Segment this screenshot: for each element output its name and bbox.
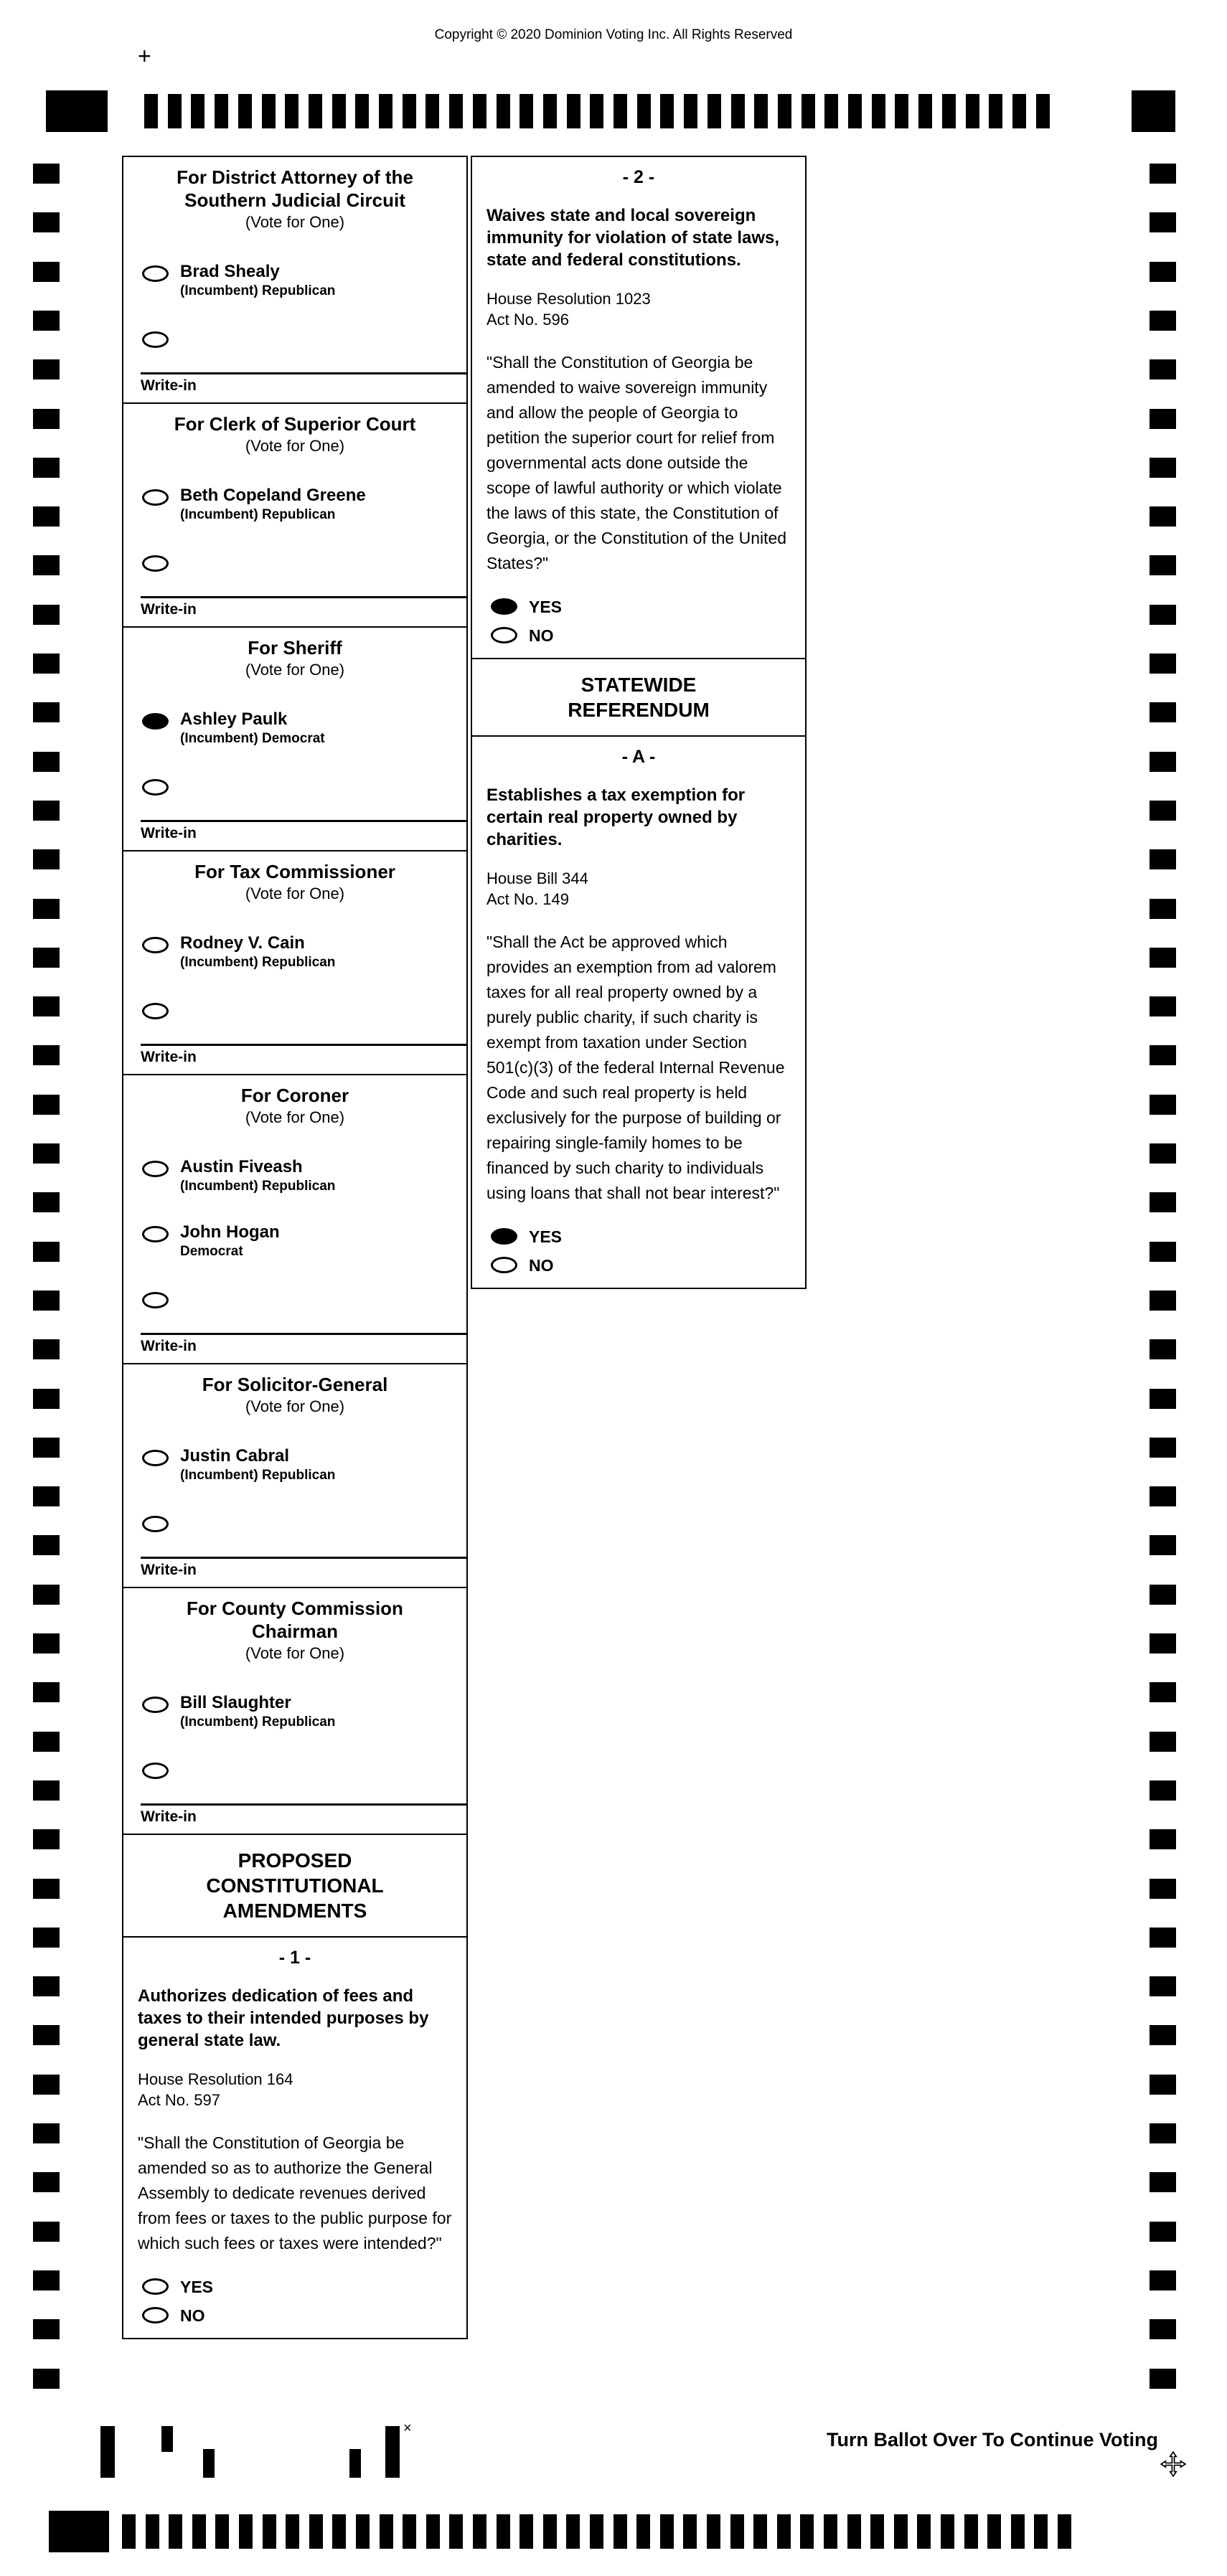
contest-title <box>123 851 466 883</box>
timing-mark <box>707 2514 720 2549</box>
contest-solicitor-general <box>122 1363 468 1588</box>
candidate-name: Ashley Paulk <box>180 709 288 729</box>
candidate-name: Justin Cabral <box>180 1446 290 1466</box>
candidate-text <box>180 1222 280 1260</box>
timing-mark <box>1150 1389 1176 1409</box>
contest-instruction: (Vote for One) <box>245 884 345 902</box>
timing-mark <box>215 2514 229 2549</box>
timing-mark <box>33 1192 60 1212</box>
referendum-header <box>471 658 807 737</box>
timing-mark <box>33 1291 60 1311</box>
referendum-header-line2: REFERENDUM <box>568 699 710 721</box>
write-in-oval[interactable] <box>142 555 169 572</box>
timing-mark <box>33 1486 60 1506</box>
timing-mark <box>800 2514 814 2549</box>
write-in-oval[interactable] <box>142 1292 169 1308</box>
timing-mark <box>146 2514 159 2549</box>
measure-summary: Establishes a tax exemption for certain real property owned by charities. <box>486 785 746 849</box>
timing-mark <box>1150 1829 1176 1849</box>
timing-mark <box>33 1389 60 1409</box>
timing-mark <box>1150 1976 1176 1996</box>
candidate-row <box>123 486 466 524</box>
measure-question: "Shall the Constitution of Georgia be amended so as to authorize the General Assembly to dedicate revenues derived from fees or taxes to the public purpose for which such fees or taxes were intended?" <box>138 2133 452 2252</box>
timing-mark <box>964 2514 978 2549</box>
candidate-oval[interactable] <box>142 937 169 953</box>
contest-title-line2: Chairman <box>252 1620 338 1642</box>
candidate-row <box>123 1222 466 1260</box>
timing-mark <box>356 2514 370 2549</box>
write-in-oval-row <box>123 555 466 572</box>
timing-mark <box>1150 1928 1176 1948</box>
candidate-oval[interactable] <box>142 1226 169 1242</box>
timing-mark <box>403 2514 416 2549</box>
timing-mark <box>1150 555 1176 575</box>
move-cursor-icon <box>1160 2450 1187 2478</box>
timing-mark <box>1150 262 1176 282</box>
candidate-text <box>180 486 366 524</box>
write-in-label: Write-in <box>141 1808 197 1825</box>
contest-title-line1: For Coroner <box>240 1085 349 1106</box>
timing-mark <box>1150 2123 1176 2143</box>
timing-mark <box>33 555 60 575</box>
timing-mark <box>1150 458 1176 478</box>
measure-ref-line1: House Resolution 1023 <box>486 290 651 308</box>
timing-mark <box>33 2319 60 2339</box>
timing-mark <box>33 1879 60 1899</box>
calibration-mark <box>100 2426 115 2478</box>
contest-clerk-superior-court <box>122 402 468 628</box>
timing-mark <box>33 1976 60 1996</box>
timing-mark <box>33 752 60 772</box>
contest-title <box>123 157 466 212</box>
contest-coroner <box>122 1074 468 1364</box>
timing-mark <box>33 212 60 232</box>
timing-mark <box>847 2514 861 2549</box>
candidate-detail: (Incumbent) Republican <box>180 1714 336 1730</box>
yes-oval[interactable] <box>142 2278 169 2295</box>
candidate-detail: (Incumbent) Republican <box>180 1468 336 1483</box>
timing-mark <box>33 311 60 331</box>
bottom-timing-strip <box>0 2511 1227 2552</box>
timing-mark <box>473 2514 486 2549</box>
timing-mark <box>33 702 60 722</box>
yes-label: YES <box>529 598 563 616</box>
timing-mark <box>33 1732 60 1752</box>
timing-mark <box>33 2123 60 2143</box>
candidate-detail: (Incumbent) Republican <box>180 955 336 970</box>
write-in-oval[interactable] <box>142 1516 169 1532</box>
timing-mark <box>1011 2514 1025 2549</box>
timing-mark <box>1150 1291 1176 1311</box>
measure-number: - A - <box>621 747 656 767</box>
timing-mark <box>1150 996 1176 1016</box>
timing-mark <box>753 2514 767 2549</box>
contest-title <box>123 1075 466 1107</box>
ballot-column-left <box>122 156 468 2339</box>
timing-mark <box>1150 654 1176 674</box>
timing-mark <box>33 1585 60 1605</box>
timing-mark <box>1150 801 1176 821</box>
candidate-oval[interactable] <box>142 1450 169 1466</box>
timing-mark <box>1150 605 1176 625</box>
copyright-notice: Copyright © 2020 Dominion Voting Inc. All Rights Reserved <box>434 27 793 42</box>
measure-summary: Waives state and local sovereign immunity for violation of state laws, state and federal constitutions. <box>486 206 780 270</box>
timing-mark <box>870 2514 884 2549</box>
contest-instruction: (Vote for One) <box>245 1644 345 1662</box>
measure-1 <box>122 1936 468 2339</box>
measure-a <box>471 735 807 1289</box>
timing-mark <box>683 2514 697 2549</box>
calibration-mark <box>161 2426 173 2452</box>
timing-mark <box>614 2514 627 2549</box>
contest-title <box>123 404 466 435</box>
contest-instruction: (Vote for One) <box>245 661 345 679</box>
timing-mark <box>33 506 60 527</box>
measure-references <box>486 288 791 330</box>
timing-mark <box>33 1339 60 1359</box>
contest-title-line1: For Solicitor-General <box>202 1374 388 1395</box>
timing-mark <box>33 948 60 968</box>
timing-mark <box>192 2514 206 2549</box>
timing-mark <box>1150 849 1176 869</box>
contest-county-commission-chairman <box>122 1587 468 1835</box>
timing-mark <box>33 2172 60 2192</box>
timing-mark <box>1150 948 1176 968</box>
write-in-oval-row <box>123 779 466 796</box>
timing-mark <box>239 2514 253 2549</box>
candidate-name: Rodney V. Cain <box>180 933 305 953</box>
timing-mark <box>1150 311 1176 331</box>
write-in-label: Write-in <box>141 1049 197 1065</box>
timing-mark <box>497 2514 510 2549</box>
contest-title-line1: For Sheriff <box>248 637 342 659</box>
timing-mark <box>1150 1732 1176 1752</box>
timing-mark <box>660 2514 674 2549</box>
yes-label: YES <box>529 1227 563 1246</box>
calibration-mark <box>349 2449 361 2478</box>
timing-block-left <box>49 2511 109 2552</box>
candidate-text <box>180 933 335 971</box>
timing-mark <box>1150 1095 1176 1115</box>
write-in-oval-row <box>123 1763 466 1779</box>
measure-references <box>486 868 791 910</box>
write-in-label: Write-in <box>141 1562 197 1578</box>
timing-mark <box>543 2514 557 2549</box>
timing-mark <box>1150 2319 1176 2339</box>
candidate-detail: (Incumbent) Republican <box>180 283 336 298</box>
measure-ref-line1: House Resolution 164 <box>138 2070 293 2088</box>
timing-mark <box>33 654 60 674</box>
contest-title-line1: For County Commission <box>187 1598 403 1619</box>
timing-mark <box>1034 2514 1048 2549</box>
timing-mark <box>520 2514 533 2549</box>
amendments-header-line2: CONSTITUTIONAL <box>206 1874 384 1897</box>
yes-choice-row <box>472 598 805 616</box>
timing-mark <box>1150 2270 1176 2290</box>
timing-mark <box>33 262 60 282</box>
contest-sheriff <box>122 626 468 851</box>
write-in-oval-row <box>123 1292 466 1308</box>
turn-ballot-over-text: Turn Ballot Over To Continue Voting <box>827 2429 1158 2450</box>
candidate-row <box>123 1157 466 1195</box>
corner-x-mark: × <box>403 2420 412 2436</box>
timing-mark <box>1150 1192 1176 1212</box>
write-in-oval-row <box>123 1516 466 1532</box>
measure-ref-line2: Act No. 149 <box>486 890 569 908</box>
write-in-oval[interactable] <box>142 779 169 796</box>
no-choice-row <box>472 626 805 645</box>
timing-mark <box>1150 164 1176 184</box>
write-in-label: Write-in <box>141 377 197 394</box>
timing-mark <box>33 2270 60 2290</box>
measure-number: - 1 - <box>278 1948 311 1968</box>
no-oval[interactable] <box>142 2307 169 2323</box>
write-in-label: Write-in <box>141 825 197 841</box>
yes-choice-row <box>472 1227 805 1246</box>
measure-number: - 2 - <box>622 167 655 187</box>
contest-instruction: (Vote for One) <box>245 437 345 455</box>
timing-mark <box>33 1242 60 1262</box>
ballot-column-right <box>471 156 807 1289</box>
timing-mark <box>309 2514 323 2549</box>
timing-mark <box>987 2514 1001 2549</box>
candidate-row <box>123 1446 466 1484</box>
yes-oval[interactable] <box>491 598 517 615</box>
timing-mark <box>1150 1143 1176 1164</box>
timing-mark <box>33 996 60 1016</box>
candidate-detail: (Incumbent) Republican <box>180 507 336 522</box>
timing-mark <box>590 2514 603 2549</box>
timing-mark <box>636 2514 650 2549</box>
candidate-name: Beth Copeland Greene <box>180 486 366 505</box>
contest-title-line1: For District Attorney of the <box>177 166 413 188</box>
candidate-oval[interactable] <box>142 1161 169 1177</box>
write-in-oval[interactable] <box>142 1763 169 1779</box>
candidate-name: Austin Fiveash <box>180 1157 303 1176</box>
timing-mark <box>1150 1486 1176 1506</box>
timing-mark <box>33 801 60 821</box>
candidate-detail: Democrat <box>180 1244 243 1259</box>
timing-mark <box>33 164 60 184</box>
timing-mark <box>33 458 60 478</box>
timing-mark <box>332 2514 346 2549</box>
timing-mark <box>33 1045 60 1065</box>
timing-mark <box>1150 409 1176 429</box>
measure-ref-line2: Act No. 597 <box>138 2091 220 2109</box>
amendments-header-line3: AMENDMENTS <box>222 1900 367 1922</box>
timing-mark <box>122 2514 136 2549</box>
candidate-text <box>180 262 335 300</box>
candidate-name: Bill Slaughter <box>180 1693 291 1712</box>
timing-mark <box>1150 2222 1176 2242</box>
contest-instruction: (Vote for One) <box>245 213 345 231</box>
timing-mark <box>33 1928 60 1948</box>
contest-instruction: (Vote for One) <box>245 1397 345 1415</box>
timing-mark <box>449 2514 463 2549</box>
timing-mark <box>730 2514 744 2549</box>
measure-question: "Shall the Act be approved which provides an exemption from ad valorem taxes for all real property owned by a purely public charity, if such charity is exempt from taxation under Section 501(c)(3) of the federal Internal Revenue Code and such real property is held exclusively for the purpose of building or repairing single-family homes to be financed by such charity to individuals using loans that shall not bear interest?" <box>486 933 785 1202</box>
no-choice-row <box>472 1256 805 1275</box>
timing-mark <box>33 359 60 379</box>
contest-title <box>123 1588 466 1643</box>
candidate-text <box>180 1446 335 1484</box>
timing-mark <box>777 2514 791 2549</box>
timing-mark <box>1150 752 1176 772</box>
timing-mark <box>1150 1879 1176 1899</box>
timing-mark <box>1150 1682 1176 1702</box>
timing-mark <box>1150 1045 1176 1065</box>
candidate-oval[interactable] <box>142 489 169 506</box>
timing-mark <box>33 1633 60 1653</box>
timing-mark <box>426 2514 440 2549</box>
amendments-header <box>122 1834 468 1938</box>
write-in-oval[interactable] <box>142 331 169 348</box>
timing-mark <box>263 2514 276 2549</box>
contest-title-line1: For Clerk of Superior Court <box>174 413 416 435</box>
timing-mark <box>1150 2369 1176 2389</box>
amendments-header-line1: PROPOSED <box>238 1849 352 1872</box>
timing-mark <box>169 2514 182 2549</box>
timing-mark <box>1150 1633 1176 1653</box>
contest-title <box>123 628 466 659</box>
referendum-header-line1: STATEWIDE <box>580 674 697 696</box>
candidate-row <box>123 933 466 971</box>
candidate-text <box>180 709 325 747</box>
candidate-oval[interactable] <box>142 265 169 282</box>
timing-mark <box>33 1095 60 1115</box>
candidate-name: John Hogan <box>180 1222 280 1242</box>
timing-mark <box>894 2514 908 2549</box>
contest-instruction: (Vote for One) <box>245 1108 345 1126</box>
yes-choice-row <box>123 2278 466 2296</box>
timing-mark <box>917 2514 931 2549</box>
contest-title <box>123 1364 466 1396</box>
write-in-oval-row <box>123 1003 466 1019</box>
timing-mark <box>1150 1438 1176 1458</box>
timing-mark <box>941 2514 954 2549</box>
candidate-text <box>180 1693 335 1731</box>
timing-mark <box>566 2514 580 2549</box>
measure-2 <box>471 156 807 659</box>
timing-mark <box>33 2075 60 2095</box>
timing-mark <box>33 1829 60 1849</box>
timing-mark <box>1058 2514 1071 2549</box>
measure-ref-line2: Act No. 596 <box>486 311 569 329</box>
timing-mark <box>1150 1242 1176 1262</box>
timing-mark <box>33 1780 60 1801</box>
measure-ref-line1: House Bill 344 <box>486 869 588 887</box>
candidate-row <box>123 1693 466 1731</box>
timing-mark <box>1150 1780 1176 1801</box>
no-label: NO <box>180 2306 205 2325</box>
no-oval[interactable] <box>491 627 517 643</box>
timing-mark <box>1150 2172 1176 2192</box>
timing-mark <box>1150 899 1176 919</box>
contest-district-attorney <box>122 156 468 404</box>
no-label: NO <box>529 626 554 645</box>
timing-mark <box>33 2222 60 2242</box>
timing-mark <box>286 2514 299 2549</box>
timing-mark <box>33 2025 60 2045</box>
timing-mark <box>1150 2025 1176 2045</box>
timing-mark <box>33 1438 60 1458</box>
contest-title-line2: Southern Judicial Circuit <box>184 189 405 211</box>
candidate-row <box>123 262 466 300</box>
contest-title-line1: For Tax Commissioner <box>194 861 395 882</box>
yes-label: YES <box>180 2278 214 2296</box>
no-choice-row <box>123 2306 466 2325</box>
timing-mark <box>33 1535 60 1555</box>
candidate-oval[interactable] <box>142 1697 169 1713</box>
timing-mark <box>824 2514 837 2549</box>
write-in-label: Write-in <box>141 601 197 618</box>
timing-mark <box>1150 212 1176 232</box>
measure-question: "Shall the Constitution of Georgia be amended to waive sovereign immunity and allow the people of Georgia to petition the superior court for relief from governmental acts done outside the scope of lawful authority or which violate the laws of this state, the Constitution of Georgia, or the Constitution of the United States?" <box>486 353 787 572</box>
measure-references <box>138 2069 452 2110</box>
timing-mark <box>33 409 60 429</box>
timing-mark <box>33 605 60 625</box>
timing-mark <box>33 899 60 919</box>
candidate-text <box>180 1157 335 1195</box>
write-in-oval[interactable] <box>142 1003 169 1019</box>
timing-mark <box>1150 1339 1176 1359</box>
no-oval[interactable] <box>491 1257 517 1273</box>
contest-tax-commissioner <box>122 850 468 1075</box>
timing-mark <box>33 1143 60 1164</box>
timing-mark <box>1150 1535 1176 1555</box>
timing-mark <box>1150 702 1176 722</box>
timing-mark <box>1150 359 1176 379</box>
candidate-detail: (Incumbent) Democrat <box>180 731 325 746</box>
candidate-name: Brad Shealy <box>180 262 280 281</box>
timing-mark <box>1150 506 1176 527</box>
timing-mark <box>1150 1585 1176 1605</box>
candidate-detail: (Incumbent) Republican <box>180 1179 336 1194</box>
calibration-mark <box>203 2449 215 2478</box>
candidate-row <box>123 709 466 747</box>
candidate-oval[interactable] <box>142 713 169 730</box>
write-in-label: Write-in <box>141 1338 197 1354</box>
timing-mark <box>33 849 60 869</box>
write-in-oval-row <box>123 331 466 348</box>
timing-mark <box>33 1682 60 1702</box>
calibration-mark <box>385 2426 400 2478</box>
registration-plus-mark: + <box>138 43 151 69</box>
timing-mark <box>380 2514 393 2549</box>
measure-summary: Authorizes dedication of fees and taxes to their intended purposes by general state law. <box>138 1986 429 2050</box>
yes-oval[interactable] <box>491 1228 517 1245</box>
no-label: NO <box>529 1256 554 1275</box>
timing-mark <box>1150 2075 1176 2095</box>
timing-mark <box>33 2369 60 2389</box>
